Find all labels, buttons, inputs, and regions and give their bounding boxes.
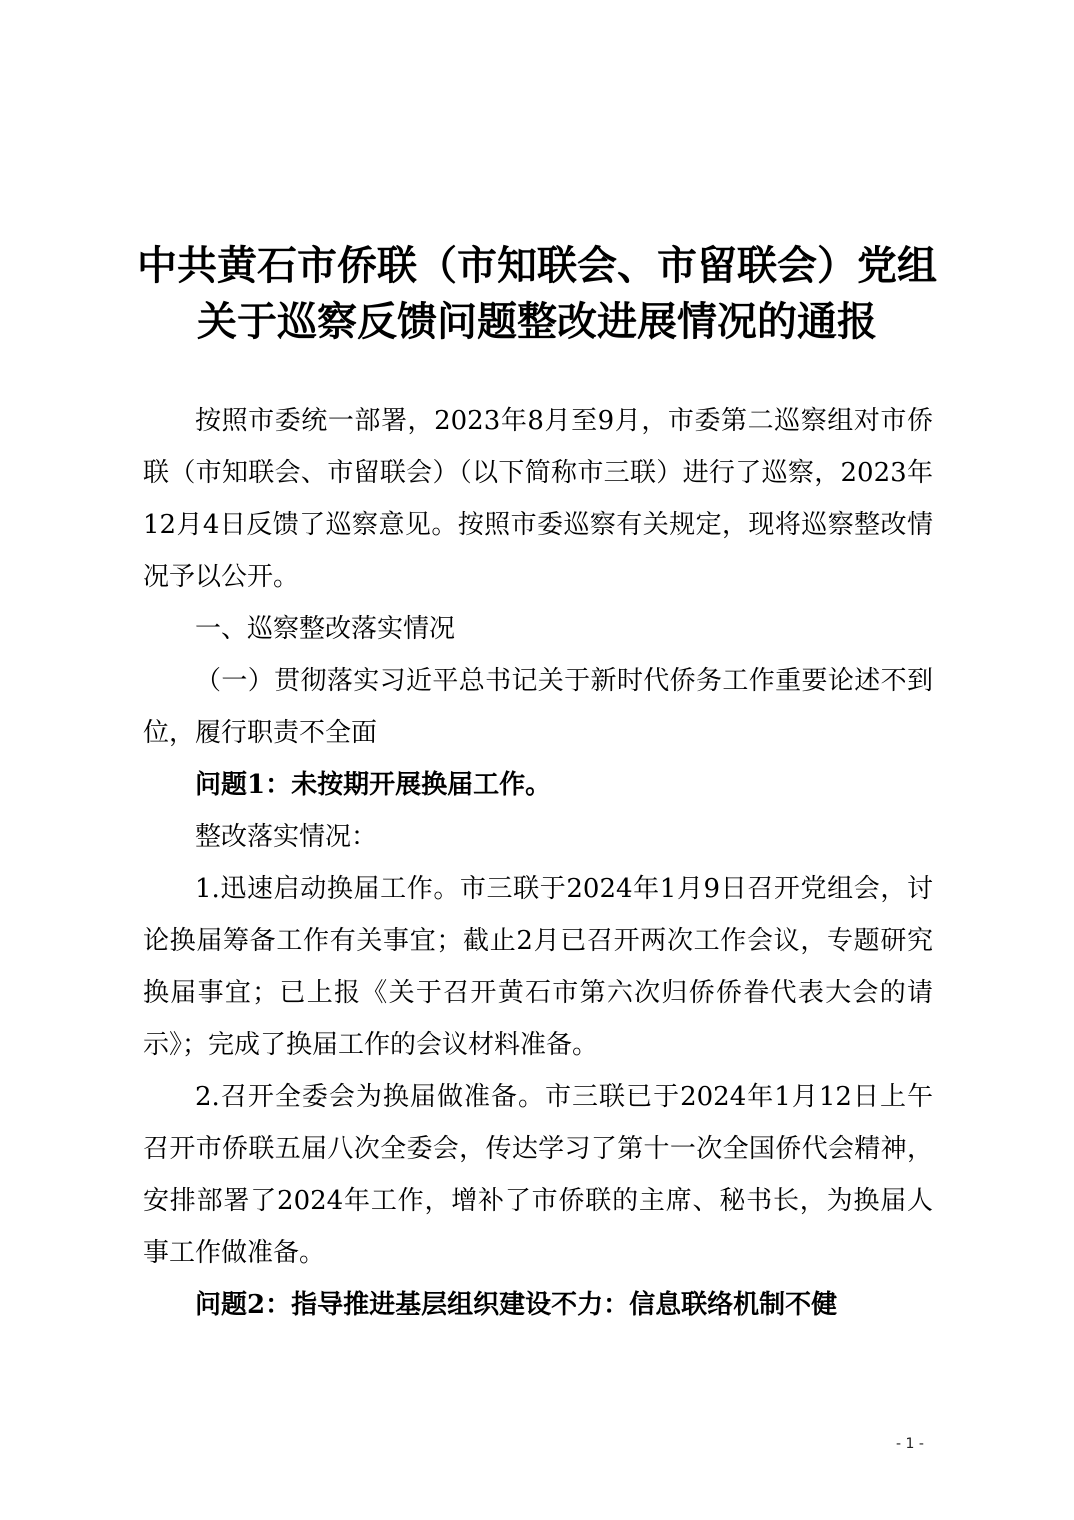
title-line-2: 关于巡察反馈问题整改进展情况的通报: [197, 299, 877, 345]
page-number: - 1 -: [896, 1436, 924, 1452]
rectification-item-2: 2.召开全委会为换届做准备。市三联已于2024年1月12日上午召开市侨联五届八次全委会，传达学习了第十一次全国侨代会精神，安排部署了2024年工作，增补了市侨联的主席、秘书长，为换届人事工作做准备。: [143, 1082, 933, 1268]
subsection-heading-1: （一）贯彻落实习近平总书记关于新时代侨务工作重要论述不到位，履行职责不全面: [143, 666, 933, 748]
document-title: [120, 238, 954, 350]
title-line-1: 中共黄石市侨联（市知联会、市留联会）党组: [137, 243, 937, 289]
intro-paragraph: 按照市委统一部署，2023年8月至9月，市委第二巡察组对市侨联（市知联会、市留联会）（以下简称市三联）进行了巡察，2023年12月4日反馈了巡察意见。按照市委巡察有关规定，现将巡察整改情况予以公开。: [143, 406, 933, 592]
problem-2-heading: 问题2：指导推进基层组织建设不力：信息联络机制不健: [195, 1290, 838, 1320]
problem-1-heading: 问题1：未按期开展换届工作。: [195, 770, 552, 800]
section-heading-1: 一、巡察整改落实情况: [195, 614, 456, 644]
rectification-label: 整改落实情况：: [195, 822, 378, 852]
rectification-item-1: 1.迅速启动换届工作。市三联于2024年1月9日召开党组会，讨论换届筹备工作有关事宜；截止2月已召开两次工作会议，专题研究换届事宜；已上报《关于召开黄石市第六次归侨侨眷代表大会的请示》；完成了换届工作的会议材料准备。: [143, 874, 933, 1060]
document-body: [143, 395, 933, 1331]
